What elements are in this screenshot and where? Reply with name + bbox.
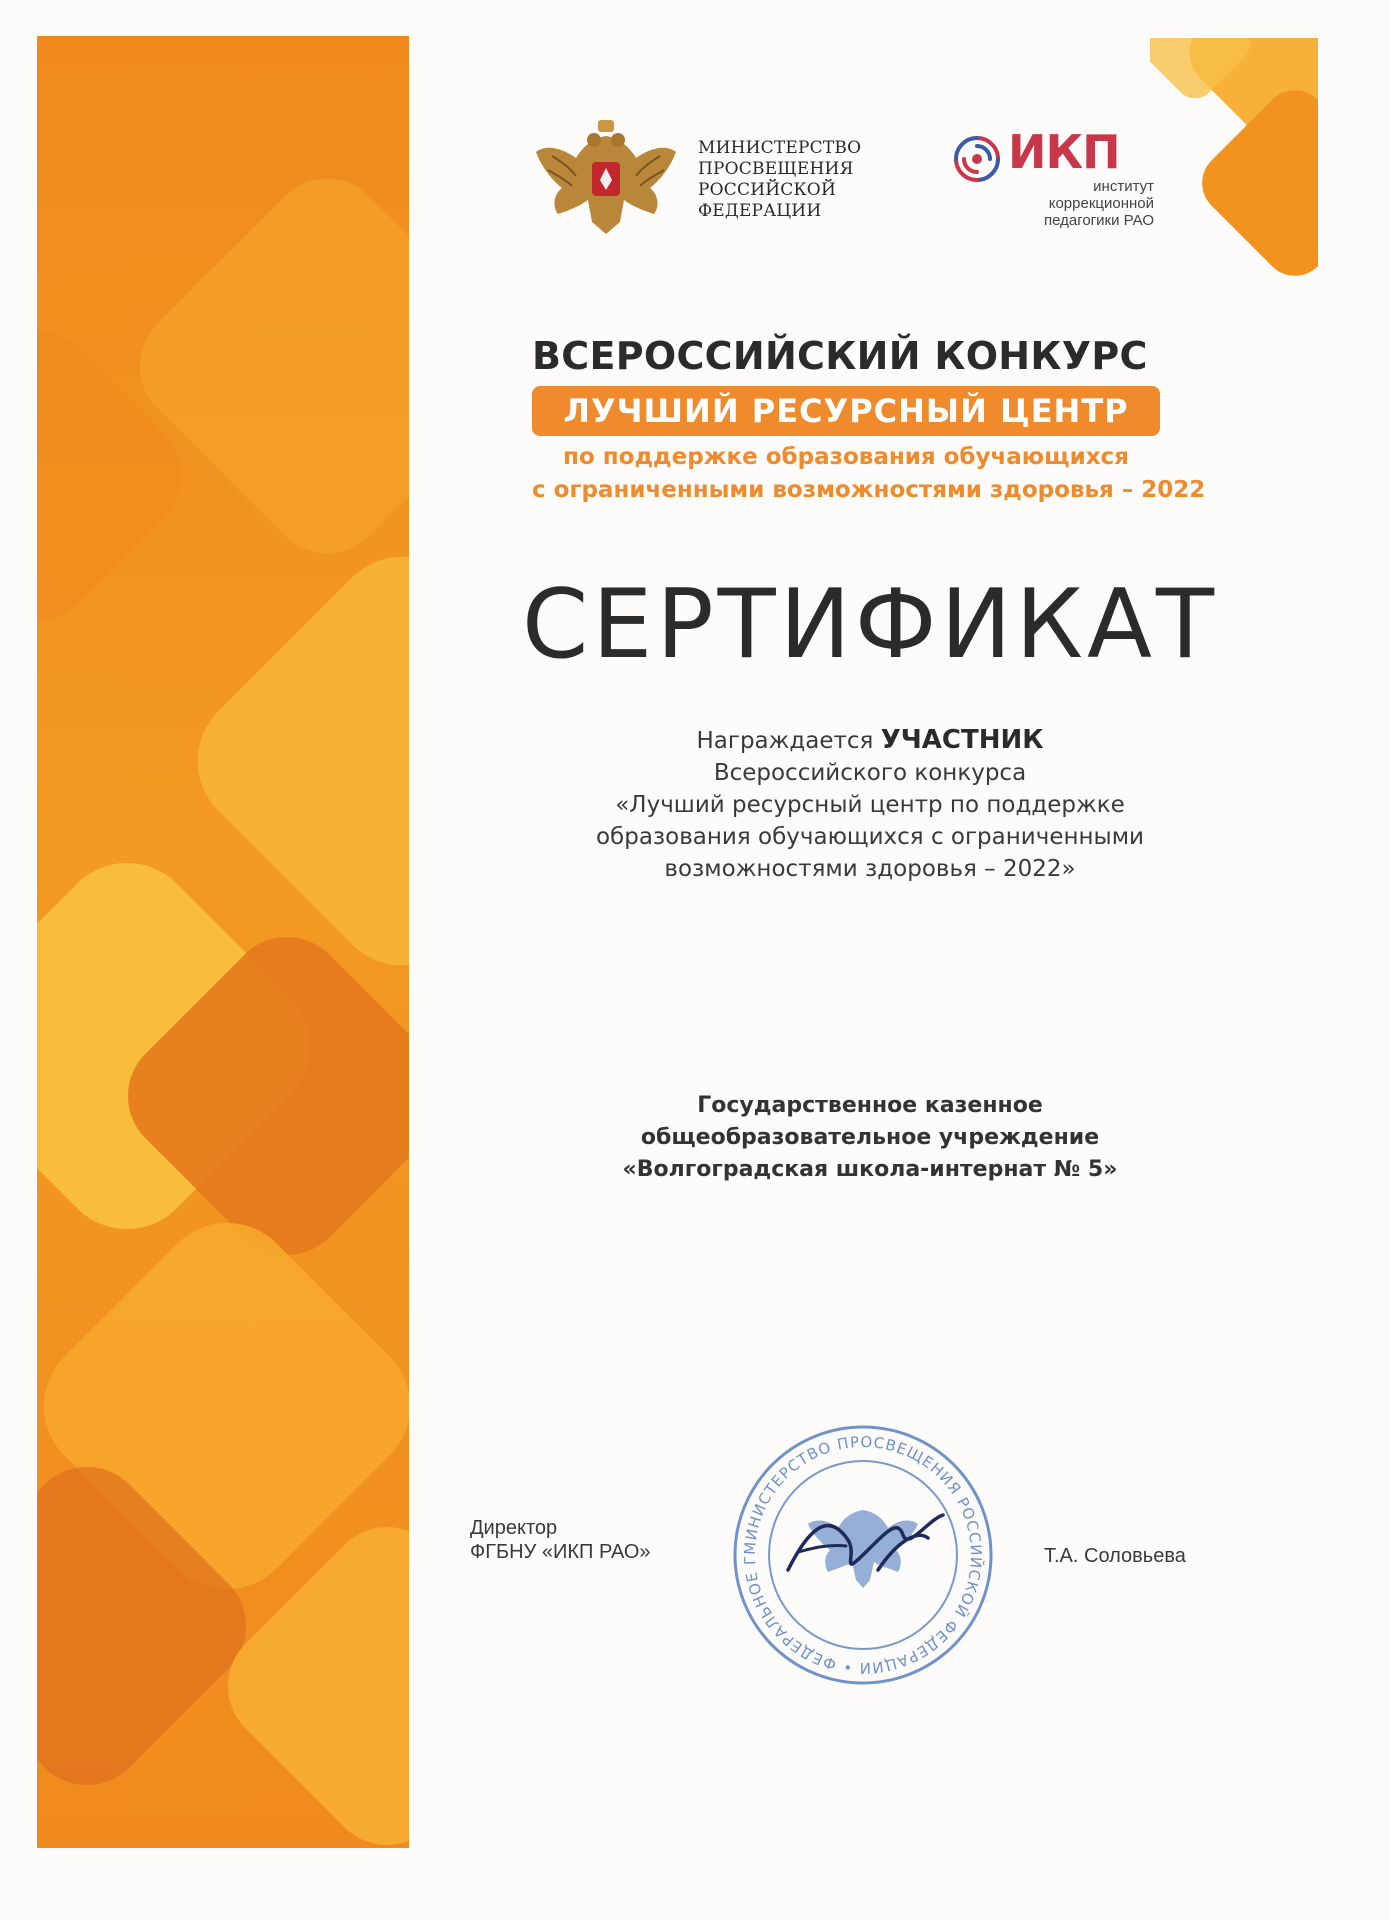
recipient-line: Государственное казенное — [697, 1093, 1043, 1118]
recipient-name — [520, 1090, 1220, 1186]
awarded-role: УЧАСТНИК — [880, 725, 1044, 755]
signer-name: Т.А. Соловьева — [1044, 1545, 1186, 1567]
award-line: «Лучший ресурсный центр по поддержке — [615, 792, 1125, 818]
seal-ring-text: МИНИСТЕРСТВО ПРОСВЕЩЕНИЯ РОССИЙСКОЙ ФЕДЕРАЦИИ • ФЕДЕРАЛЬНОЕ Г — [740, 1432, 986, 1678]
ministry-line: МИНИСТЕРСТВО — [698, 138, 862, 158]
contest-subtitle — [532, 441, 1206, 507]
award-line: возможностями здоровья – 2022» — [664, 856, 1076, 882]
certificate-title: СЕРТИФИКАТ — [521, 570, 1219, 680]
ikp-swirl-icon — [952, 134, 1002, 184]
ikp-abbreviation: ИКП — [1008, 125, 1120, 179]
corner-decoration — [1150, 38, 1318, 278]
contest-subtitle-line: по поддержке образования обучающихся — [563, 444, 1129, 470]
recipient-line: общеобразовательное учреждение — [640, 1125, 1100, 1150]
contest-subtitle-line: с ограниченными возможностями здоровья – 2022 — [532, 477, 1206, 503]
official-seal — [728, 1420, 998, 1690]
contest-title: ВСЕРОССИЙСКИЙ КОНКУРС — [532, 334, 1148, 378]
recipient-line: «Волгоградская школа-интернат № 5» — [622, 1157, 1118, 1182]
decorative-band — [37, 36, 409, 1848]
ikp-line: институт — [1093, 178, 1154, 195]
director-line: ФГБНУ «ИКП РАО» — [470, 1541, 651, 1563]
ministry-name — [698, 138, 878, 222]
ikp-full-name — [1004, 178, 1154, 229]
award-text — [520, 724, 1220, 885]
ministry-line: ПРОСВЕЩЕНИЯ — [698, 159, 854, 179]
contest-name: ЛУЧШИЙ РЕСУРСНЫЙ ЦЕНТР — [563, 392, 1129, 430]
ikp-line: коррекционной — [1048, 195, 1154, 212]
award-line: Всероссийского конкурса — [713, 760, 1027, 786]
director-line: Директор — [470, 1517, 558, 1539]
ikp-line: педагогики РАО — [1043, 212, 1154, 229]
ministry-line: РОССИЙСКОЙ — [698, 180, 836, 200]
director-title — [470, 1516, 710, 1564]
contest-name-banner — [532, 386, 1160, 436]
ministry-line: ФЕДЕРАЦИИ — [698, 201, 822, 221]
award-line: образования обучающихся с ограниченными — [595, 824, 1145, 850]
double-headed-eagle-emblem — [532, 118, 680, 240]
awarded-prefix: Награждается — [696, 728, 874, 754]
